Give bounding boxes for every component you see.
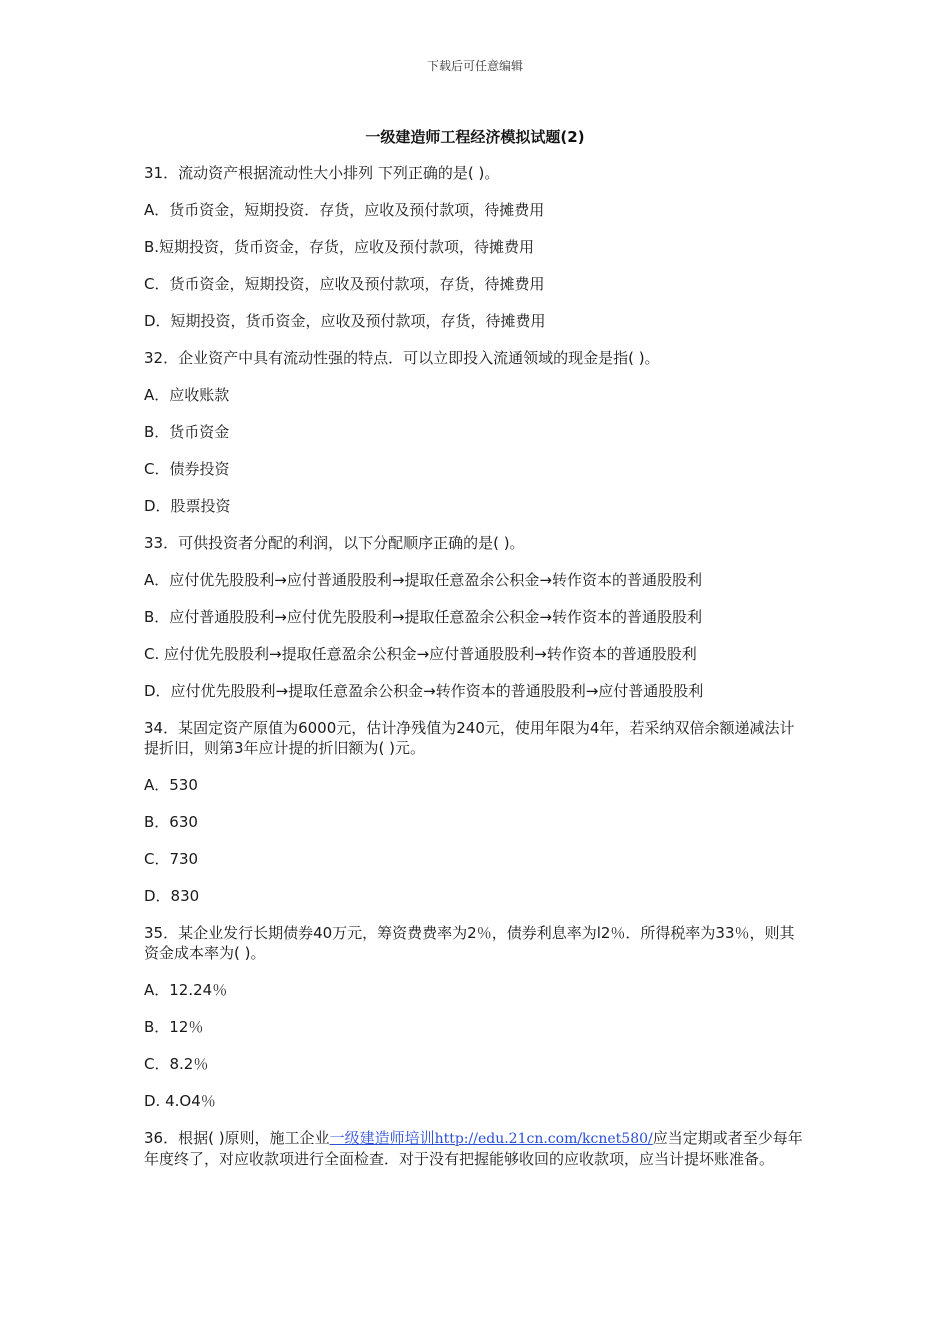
document-title: 一级建造师工程经济模拟试题(2) — [365, 128, 585, 146]
document-body — [144, 163, 809, 1186]
option-31-c: C．货币资金，短期投资，应收及预付款项，存货，待摊费用 — [144, 275, 545, 293]
option-33-d: D．应付优先股股利→提取任意盈余公积金→转作资本的普通股股利→应付普通股股利 — [144, 682, 704, 700]
option-32-d: D．股票投资 — [144, 497, 231, 515]
header-note: 下载后可任意编辑 — [426, 59, 523, 73]
option-31-a: A．货币资金，短期投资．存货，应收及预付款项，待摊费用 — [144, 201, 545, 219]
question-33: 33．可供投资者分配的利润，以下分配顺序正确的是( )。 — [144, 534, 525, 552]
question-36-suffix: 应当定期或者至少每年年度终了，对应收款项进行全面检查．对于没有把握能够收回的应收款项，应当计提坏账准备。 — [144, 1129, 803, 1168]
question-34: 34．某固定资产原值为6000元，估计净残值为240元，使用年限为4年，若采纳双倍余额递减法计提折旧，则第3年应计提的折旧额为( )元。 — [144, 719, 795, 757]
option-33-c: C. 应付优先股股利→提取任意盈余公积金→应付普通股股利→转作资本的普通股股利 — [144, 645, 697, 663]
option-35-d: D. 4.O4％ — [144, 1092, 216, 1110]
question-35: 35．某企业发行长期债券40万元，筹资费费率为2％，债券利息率为l2％．所得税率为33％，则其资金成本率为( )。 — [144, 924, 795, 962]
option-35-c: C．8.2％ — [144, 1055, 209, 1073]
option-32-a: A．应收账款 — [144, 386, 230, 404]
option-33-b: B．应付普通股股利→应付优先股股利→提取任意盈余公积金→转作资本的普通股股利 — [144, 608, 702, 626]
option-31-d: D．短期投资，货币资金，应收及预付款项，存货，待摊费用 — [144, 312, 546, 330]
question-32: 32．企业资产中具有流动性强的特点．可以立即投入流通领域的现金是指( )。 — [144, 349, 660, 367]
option-34-a: A．530 — [144, 776, 198, 794]
option-34-d: D．830 — [144, 887, 200, 905]
option-31-b: B.短期投资，货币资金，存货，应收及预付款项，待摊费用 — [144, 238, 535, 256]
question-36 — [144, 1128, 809, 1169]
option-35-b: B．12％ — [144, 1018, 204, 1036]
option-33-a: A．应付优先股股利→应付普通股股利→提取任意盈余公积金→转作资本的普通股股利 — [144, 571, 702, 589]
question-36-prefix: 36．根据( )原则，施工企业 — [144, 1129, 330, 1147]
question-31: 31．流动资产根据流动性大小排列 下列正确的是( )。 — [144, 164, 500, 182]
option-34-b: B．630 — [144, 813, 198, 831]
option-32-b: B．货币资金 — [144, 423, 230, 441]
training-url-link[interactable]: http://edu.21cn.com/kcnet580/ — [434, 1131, 653, 1147]
option-34-c: C．730 — [144, 850, 199, 868]
option-32-c: C．债券投资 — [144, 460, 230, 478]
option-35-a: A．12.24％ — [144, 981, 228, 999]
training-link[interactable]: 一级建造师培训 — [329, 1129, 435, 1147]
